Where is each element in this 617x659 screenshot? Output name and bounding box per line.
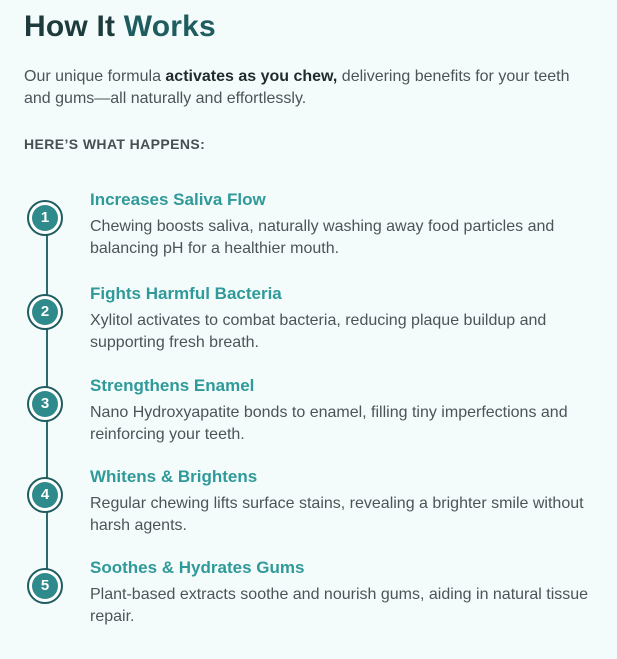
title-part-1: How It [24, 10, 124, 43]
title-part-2: Works [123, 10, 216, 43]
step-title: Strengthens Enamel [90, 376, 255, 395]
step-number: 4 [32, 482, 58, 508]
step-description: Nano Hydroxyapatite bonds to enamel, filling tiny imperfections and reinforcing your teeth. [90, 404, 568, 443]
step-number: 1 [32, 205, 58, 231]
step-description: Xylitol activates to combat bacteria, reducing plaque buildup and supporting fresh breath. [90, 312, 547, 351]
step-badge [27, 568, 63, 604]
intro-text-before: Our unique formula [24, 68, 166, 85]
step-description: Regular chewing lifts surface stains, revealing a brighter smile without harsh agents. [90, 495, 584, 534]
step-number: 2 [32, 299, 58, 325]
step-number: 5 [32, 573, 58, 599]
step-title: Increases Saliva Flow [90, 190, 266, 209]
step-number: 3 [32, 391, 58, 417]
step-title: Soothes & Hydrates Gums [90, 558, 305, 577]
step-badge [27, 294, 63, 330]
intro-text-after: delivering benefits for your teeth and gums—all naturally and effortlessly. [24, 68, 570, 107]
intro-paragraph [24, 66, 594, 110]
step-title: Fights Harmful Bacteria [90, 284, 282, 303]
page-title [24, 10, 216, 44]
subhead: HERE’S WHAT HAPPENS: [24, 136, 206, 152]
step-badge [27, 200, 63, 236]
step-description: Plant-based extracts soothe and nourish gums, aiding in natural tissue repair. [90, 586, 589, 625]
intro-bold: activates as you chew, [165, 68, 338, 85]
step-badge [27, 477, 63, 513]
step-description: Chewing boosts saliva, naturally washing away food particles and balancing pH for a healthier mouth. [90, 218, 555, 257]
step-title: Whitens & Brightens [90, 467, 258, 486]
step-badge [27, 386, 63, 422]
